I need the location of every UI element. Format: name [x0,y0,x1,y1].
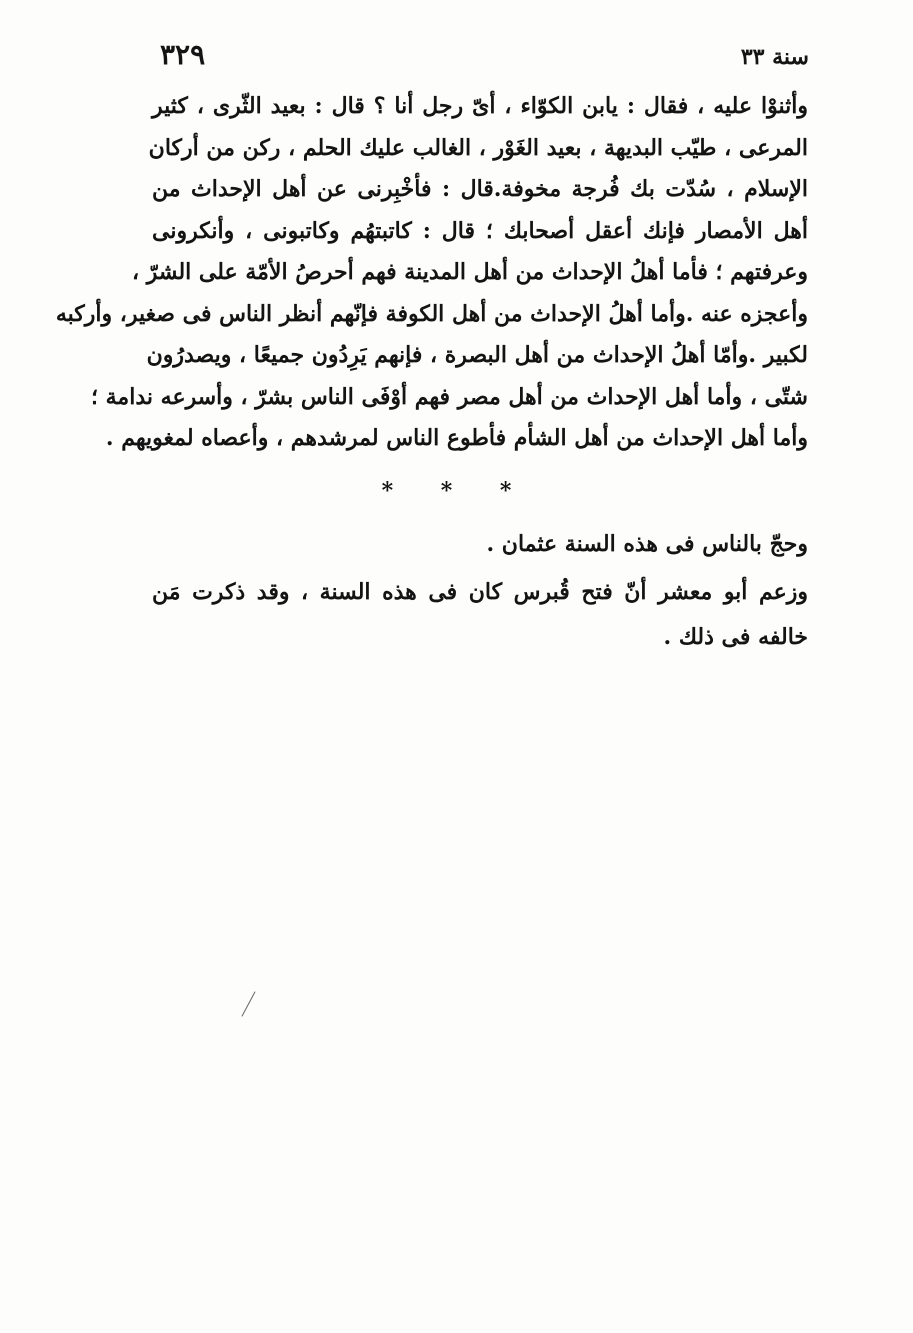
hajj-paragraph [152,522,808,567]
text-line: وحجّ بالناس فى هذه السنة عثمان . [486,531,808,557]
text-line: لكبير .وأمّا أهلُ الإحداث من أهل البصرة ، فإنهم يَرِدُون جميعًا ، ويصدرُون [146,342,808,368]
text-line: وأثنوْا عليه ، فقال : يابن الكوّاء ، أىّ رجل أنا ؟ قال : بعيد الثّرى ، كثير [152,93,808,119]
text-line: وزعم أبو معشر أنّ فتح قُبرس كان فى هذه السنة ، وقد ذكرت مَن [152,579,808,605]
text-line: خالفه فى ذلك . [663,624,808,650]
stray-pen-mark [241,991,255,1016]
page-number: ٣٢٩ [160,38,206,71]
section-separator: * * * [381,478,532,504]
running-head: سنة ٣٣ [740,44,809,70]
text-line: وأما أهل الإحداث من أهل الشأم فأطوع الناس لمرشدهم ، وأعصاه لمغويهم . [105,425,808,451]
text-line: وعرفتهم ؛ فأما أهلُ الإحداث من أهل المدينة فهم أحرصُ الأمّة على الشرّ ، [131,259,808,285]
text-line: الإسلام ، سُدّت بك فُرجة مخوفة.قال : فأخْبِرنى عن أهل الإحداث من [152,176,808,202]
text-line: شتّى ، وأما أهل الإحداث من أهل مصر فهم أوْفَى الناس بشرّ ، وأسرعه ندامة ؛ [90,383,808,410]
main-paragraph [55,86,808,460]
text-line: وأعجزه عنه .وأما أهلُ الإحداث من أهل الكوفة فإنّهم أنظر الناس فى صغير، وأركبه [55,300,808,327]
text-line: المرعى ، طيّب البديهة ، بعيد الغَوْر ، الغالب عليك الحلم ، ركن من أركان [148,134,808,161]
text-line: أهل الأمصار فإنك أعقل أصحابك ؛ قال : كاتبتهُم وكاتبونى ، وأنكرونى [152,217,808,244]
cyprus-paragraph [152,570,808,660]
